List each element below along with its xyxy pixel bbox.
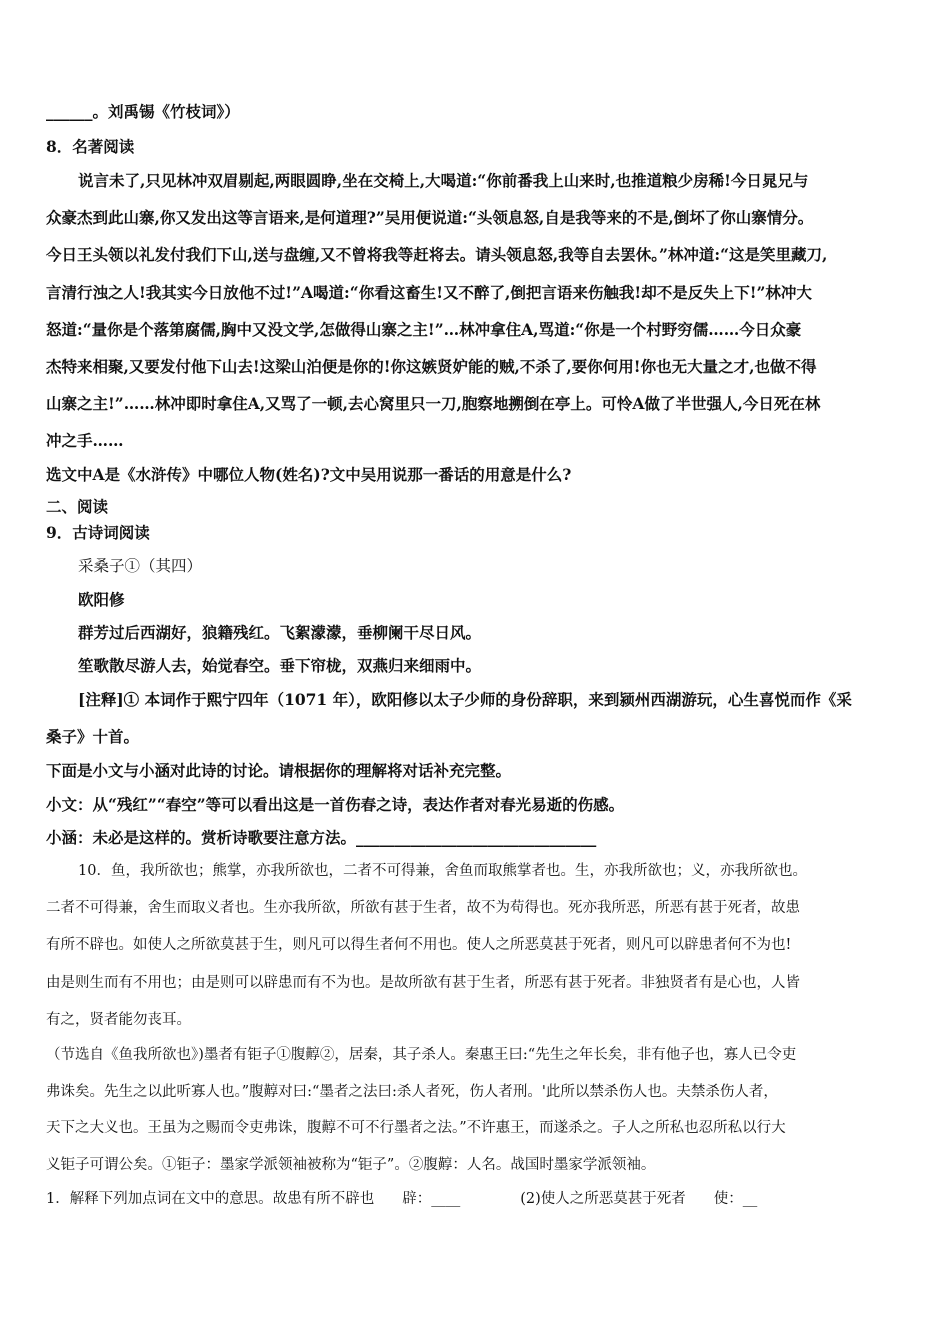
question-1-row <box>46 1189 757 1209</box>
passage-10-line-4: 由是则生而有不用也；由是则可以辟患而有不为也。是故所欲有甚于生者，所恶有甚于死者。非独贤者有是心也，人皆 <box>46 975 800 991</box>
passage-10-line-8: 天下之大义也。王虽为之赐而令吏弗诛，腹䵍不可不行墨者之法。”不许惠王，而遂杀之。子人之所私也忍所私以行大 <box>46 1120 786 1136</box>
question-1-blank-bi: 辟：____ <box>402 1191 461 1207</box>
line-blank-answer: ______。刘禹锡《竹枝词》） <box>46 102 240 121</box>
question-8-title: 8．名著阅读 <box>46 137 135 156</box>
passage-8-line-3: 今日王头领以礼发付我们下山,送与盘缠,又不曾将我等赶将去。请头领息怒,我等自去罢休。”林冲道:“这是笑里藏刀, <box>46 245 828 264</box>
poem-note-line-1: [注释]① 本词作于熙宁四年（1071 年），欧阳修以太子少师的身份辞职，来到颍州西湖游玩，心生喜悦而作《采 <box>78 690 852 709</box>
passage-8-line-7: 山寨之主!”……林冲即时拿住A,又骂了一顿,去心窝里只一刀,胞察地搠倒在亭上。可怜A做了半世强人,今日死在林 <box>46 394 821 413</box>
poem-note-line-2: 桑子》十首。 <box>46 727 140 746</box>
passage-8-line-5: 怒道:“量你是个落第腐儒,胸中又没文学,怎做得山寨之主!”…林冲拿住A,骂道:“你是一个村野穷儒……今日众豪 <box>46 320 802 339</box>
passage-10-line-1: 10．鱼，我所欲也；熊掌，亦我所欲也，二者不可得兼，舍鱼而取熊掌者也。生，亦我所欲也；义，亦我所欲也。 <box>78 863 807 879</box>
question-1-blank-shi: 使：__ <box>713 1191 758 1207</box>
section-2-heading: 二、阅读 <box>46 497 109 516</box>
passage-10-line-9: 义钜子可谓公矣。①钜子：墨家学派领袖被称为“钜子”。②腹䵍：人名。战国时墨家学派领袖。 <box>46 1157 656 1173</box>
passage-10-line-7: 弗诛矣。先生之以此听寡人也。”腹䵍对曰:“墨者之法曰:杀人者死，伤人者刑。'此所以禁杀伤人也。夫禁杀伤人者， <box>46 1084 778 1100</box>
passage-10-line-6: （节选自《鱼我所欲也》)墨者有钜子①腹䵍②，居秦，其子杀人。秦惠王曰:“先生之年长矣，非有他子也，寡人已令吏 <box>46 1047 797 1063</box>
question-9-title: 9．古诗词阅读 <box>46 523 150 542</box>
poem-line-2: 笙歌散尽游人去，始觉春空。垂下帘栊，双燕归来细雨中。 <box>78 656 482 675</box>
passage-8-line-8: 冲之手…… <box>46 431 124 450</box>
question-1-prompt: 1．解释下列加点词在文中的意思。故患有所不辟也 <box>46 1191 375 1207</box>
question-8-prompt: 选文中A是《水浒传》中哪位人物(姓名)?文中吴用说那一番话的用意是什么? <box>46 465 572 484</box>
discussion-xiaohan: 小涵：未必是这样的。赏析诗歌要注意方法。_______________________________ <box>46 828 597 847</box>
passage-10-line-3: 有所不辟也。如使人之所欲莫甚于生，则凡可以得生者何不用也。使人之所恶莫甚于死者，则凡可以辟患者何不为也! <box>46 937 792 953</box>
passage-10-line-5: 有之，贤者能勿丧耳。 <box>46 1012 191 1028</box>
question-1-part-2: (2)使人之所恶莫甚于死者 <box>520 1191 686 1207</box>
discussion-xiaowen: 小文：从“残红”“春空”等可以看出这是一首伤春之诗，表达作者对春光易逝的伤感。 <box>46 795 625 814</box>
passage-8-line-6: 杰特来相聚,又要发付他下山去!这梁山泊便是你的!你这嫉贤妒能的贼,不杀了,要你何用!你也无大量之才,也做不得 <box>46 357 817 376</box>
poem-line-1: 群芳过后西湖好，狼籍残红。飞絮濛濛，垂柳阑干尽日风。 <box>78 623 482 642</box>
passage-10-line-2: 二者不可得兼，舍生而取义者也。生亦我所欲，所欲有甚于生者，故不为苟得也。死亦我所恶，所恶有甚于死者，故患 <box>46 900 800 916</box>
passage-8-line-4: 言清行浊之人!我其实今日放他不过!”A喝道:“你看这畜生!又不醉了,倒把言语来伤触我!却不是反失上下!”林冲大 <box>46 283 812 302</box>
passage-8-line-2: 众豪杰到此山寨,你又发出这等言语来,是何道理?”吴用便说道:“头领息怒,自是我等来的不是,倒坏了你山寨情分。 <box>46 208 814 227</box>
poem-author: 欧阳修 <box>78 590 125 609</box>
poem-title: 采桑子①（其四） <box>78 557 203 575</box>
discussion-intro: 下面是小文与小涵对此诗的讨论。请根据你的理解将对话补充完整。 <box>46 761 512 780</box>
passage-8-line-1: 说言未了,只见林冲双眉剔起,两眼圆睁,坐在交椅上,大喝道:“你前番我上山来时,也推道粮少房稀!今日晁兄与 <box>78 171 809 190</box>
